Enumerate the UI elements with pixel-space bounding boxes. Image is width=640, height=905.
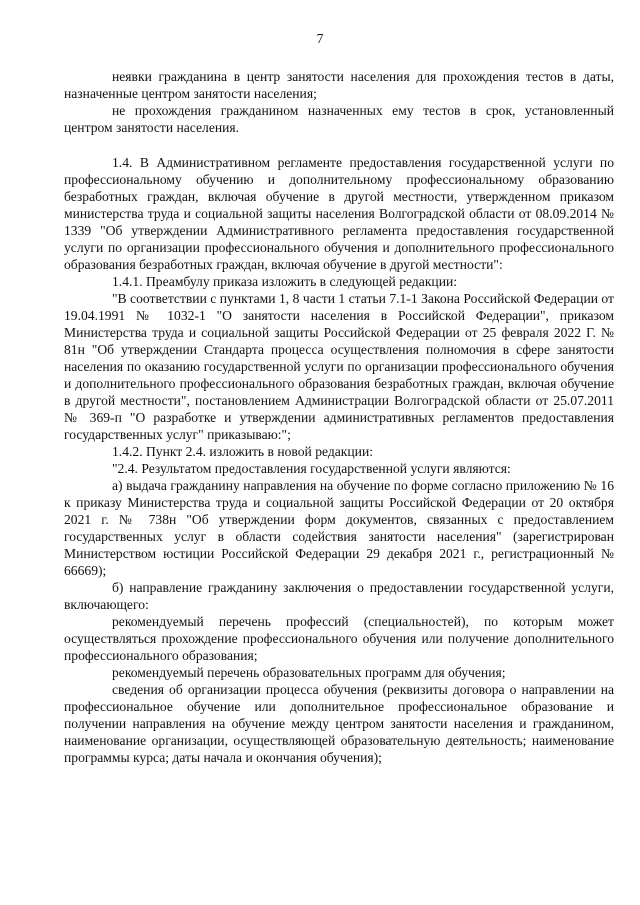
paragraph-test-deadline: не прохождения гражданином назначенных ему тестов в срок, установленный центром занятости населения.: [64, 103, 614, 135]
page-number: 7: [316, 31, 324, 46]
paragraph-2-4: "2.4. Результатом предоставления государственной услуги являются:: [112, 461, 511, 476]
paragraph-1-4: 1.4. В Административном регламенте предоставления государственной услуги по профессиональному обучению и дополнительному профессиональному образованию безработных граждан, включая обучение в другой местности, утвержденном приказом министерства труда и социальной защиты населения Волгоградской области от 08.09.2014 № 1339 "Об утверждении Административного регламента предоставления государственной услуги по организации профессионального обучения и дополнительного профессионального образования безработных граждан, включая обучение в другой местности":: [64, 155, 614, 272]
document-body: [64, 68, 614, 766]
paragraph-1-4-2: 1.4.2. Пункт 2.4. изложить в новой редакции:: [112, 444, 374, 459]
paragraph-programs-list: рекомендуемый перечень образовательных программ для обучения;: [112, 665, 506, 680]
paragraph-gap: [64, 136, 614, 154]
paragraph-1-4-1: 1.4.1. Преамбулу приказа изложить в следующей редакции:: [112, 274, 458, 289]
paragraph-professions-list: рекомендуемый перечень профессий (специальностей), по которым может осуществляться прохождение профессионального обучения или получение дополнительного профессионального образования;: [64, 614, 614, 663]
paragraph-preamble: "В соответствии с пунктами 1, 8 части 1 статьи 7.1-1 Закона Российской Федерации от 19.04.1991 № 1032-1 "О занятости населения в Российской Федерации", приказом Министерства труда и социальной защиты Российской Федерации от 25 февраля 2022 Г. № 81н "Об утверждении Стандарта процесса осуществления полномочия в сфере занятости населения по оказанию государственной услуги по организации профессионального обучения и дополнительного профессионального образования безработных граждан, включая обучение в другой местности", постановлением Администрации Волгоградской области от 25.07.2011 № 369-п "О разработке и утверждении административных регламентов предоставления государственных услуг" приказываю:";: [64, 291, 614, 442]
paragraph-item-b: б) направление гражданину заключения о предоставлении государственной услуги, включающего:: [64, 580, 614, 612]
paragraph-training-info: сведения об организации процесса обучения (реквизиты договора о направлении на профессиональное обучение или дополнительное профессиональное образование и получении направления на обучение между центром занятости населения и гражданином, наименование организации, осуществляющей образовательную деятельность; наименование программы курса; даты начала и окончания обучения);: [64, 682, 614, 765]
paragraph-test-absence: неявки гражданина в центр занятости населения для прохождения тестов в даты, назначенные центром занятости населения;: [64, 69, 614, 101]
paragraph-item-a: а) выдача гражданину направления на обучение по форме согласно приложению № 16 к приказу Министерства труда и социальной защиты Российской Федерации от 20 октября 2021 г. № 738н "Об утверждении форм документов, связанных с предоставлением государственных услуг в области содействия занятости населения" (зарегистрирован Министерством юстиции Российской Федерации 29 декабря 2021 г., регистрационный № 66669);: [64, 478, 614, 578]
